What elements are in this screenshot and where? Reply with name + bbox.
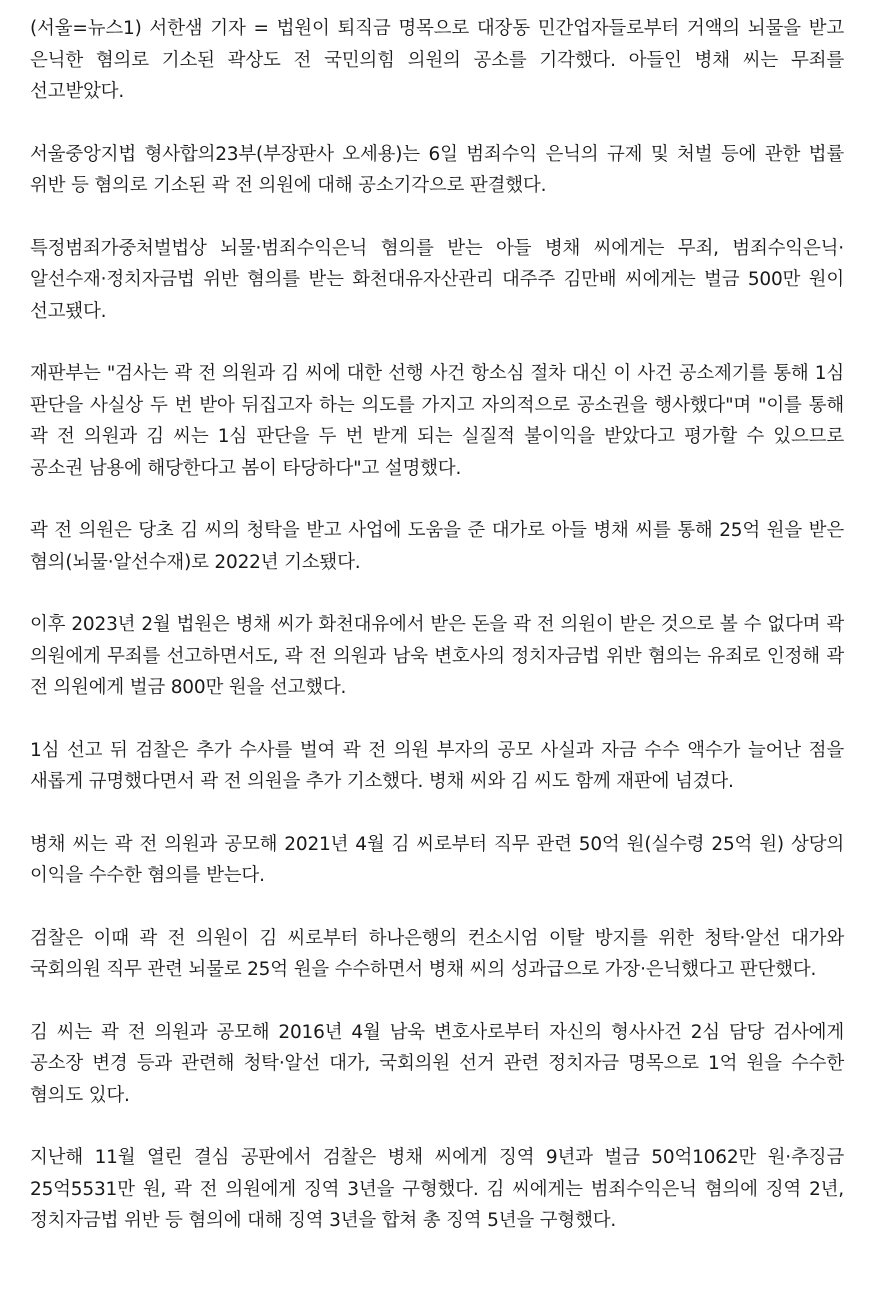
article-paragraph: 지난해 11월 열린 결심 공판에서 검찰은 병채 씨에게 징역 9년과 벌금 50억1062만 원·추징금 25억5531만 원, 곽 전 의원에게 징역 3년을 구형했다. 김 씨에게는 범죄수익은닉 혐의에 징역 2년, 정치자금법 위반 등 혐의에 대해 징역 3년을 합쳐 총 징역 5년을 구형했다. [30, 1147, 844, 1231]
article-paragraph-lead: (서울=뉴스1) 서한샘 기자 = 법원이 퇴직금 명목으로 대장동 민간업자들로부터 거액의 뇌물을 받고 은닉한 혐의로 기소된 곽상도 전 국민의힘 의원의 공소를 기각했다. 아들인 병채 씨는 무죄를 선고받았다. [30, 18, 844, 102]
article-paragraph: 병채 씨는 곽 전 의원과 공모해 2021년 4월 김 씨로부터 직무 관련 50억 원(실수령 25억 원) 상당의 이익을 수수한 혐의를 받는다. [30, 833, 844, 886]
article-paragraph: 이후 2023년 2월 법원은 병채 씨가 화천대유에서 받은 돈을 곽 전 의원이 받은 것으로 볼 수 없다며 곽 의원에게 무죄를 선고하면서도, 곽 전 의원과 남욱 변호사의 정치자금법 위반 혐의는 유죄로 인정해 곽 전 의원에게 벌금 800만 원을 선고했다. [30, 614, 844, 698]
article-paragraph: 1심 선고 뒤 검찰은 추가 수사를 벌여 곽 전 의원 부자의 공모 사실과 자금 수수 액수가 늘어난 점을 새롭게 규명했다면서 곽 전 의원을 추가 기소했다. 병채 씨와 김 씨도 함께 재판에 넘겼다. [30, 739, 844, 792]
article-paragraph: 재판부는 "검사는 곽 전 의원과 김 씨에 대한 선행 사건 항소심 절차 대신 이 사건 공소제기를 통해 1심 판단을 사실상 두 번 받아 뒤집고자 하는 의도를 가지고 자의적으로 공소권을 행사했다"며 "이를 통해 곽 전 의원과 김 씨는 1심 판단을 두 번 받게 되는 실질적 불이익을 받았다고 평가할 수 있으므로 공소권 남용에 해당한다고 봄이 타당하다"고 설명했다. [30, 363, 844, 479]
article-paragraph: 김 씨는 곽 전 의원과 공모해 2016년 4월 남욱 변호사로부터 자신의 형사사건 2심 담당 검사에게 공소장 변경 등과 관련해 청탁·알선 대가, 국회의원 선거 관련 정치자금 명목으로 1억 원을 수수한 혐의도 있다. [30, 1021, 844, 1106]
article-paragraph: 서울중앙지법 형사합의23부(부장판사 오세용)는 6일 범죄수익 은닉의 규제 및 처벌 등에 관한 법률 위반 등 혐의로 기소된 곽 전 의원에 대해 공소기각으로 판결했다. [30, 143, 844, 196]
article-paragraph: 검찰은 이때 곽 전 의원이 김 씨로부터 하나은행의 컨소시엄 이탈 방지를 위한 청탁·알선 대가와 국회의원 직무 관련 뇌물로 25억 원을 수수하면서 병채 씨의 성과급으로 가장·은닉했다고 판단했다. [30, 927, 844, 980]
article-paragraph: 특정범죄가중처벌법상 뇌물·범죄수익은닉 혐의를 받는 아들 병채 씨에게는 무죄, 범죄수익은닉·알선수재·정치자금법 위반 혐의를 받는 화천대유자산관리 대주주 김만배 씨에게는 벌금 500만 원이 선고됐다. [30, 237, 844, 322]
article-paragraph: 곽 전 의원은 당초 김 씨의 청탁을 받고 사업에 도움을 준 대가로 아들 병채 씨를 통해 25억 원을 받은 혐의(뇌물·알선수재)로 2022년 기소됐다. [30, 520, 844, 573]
